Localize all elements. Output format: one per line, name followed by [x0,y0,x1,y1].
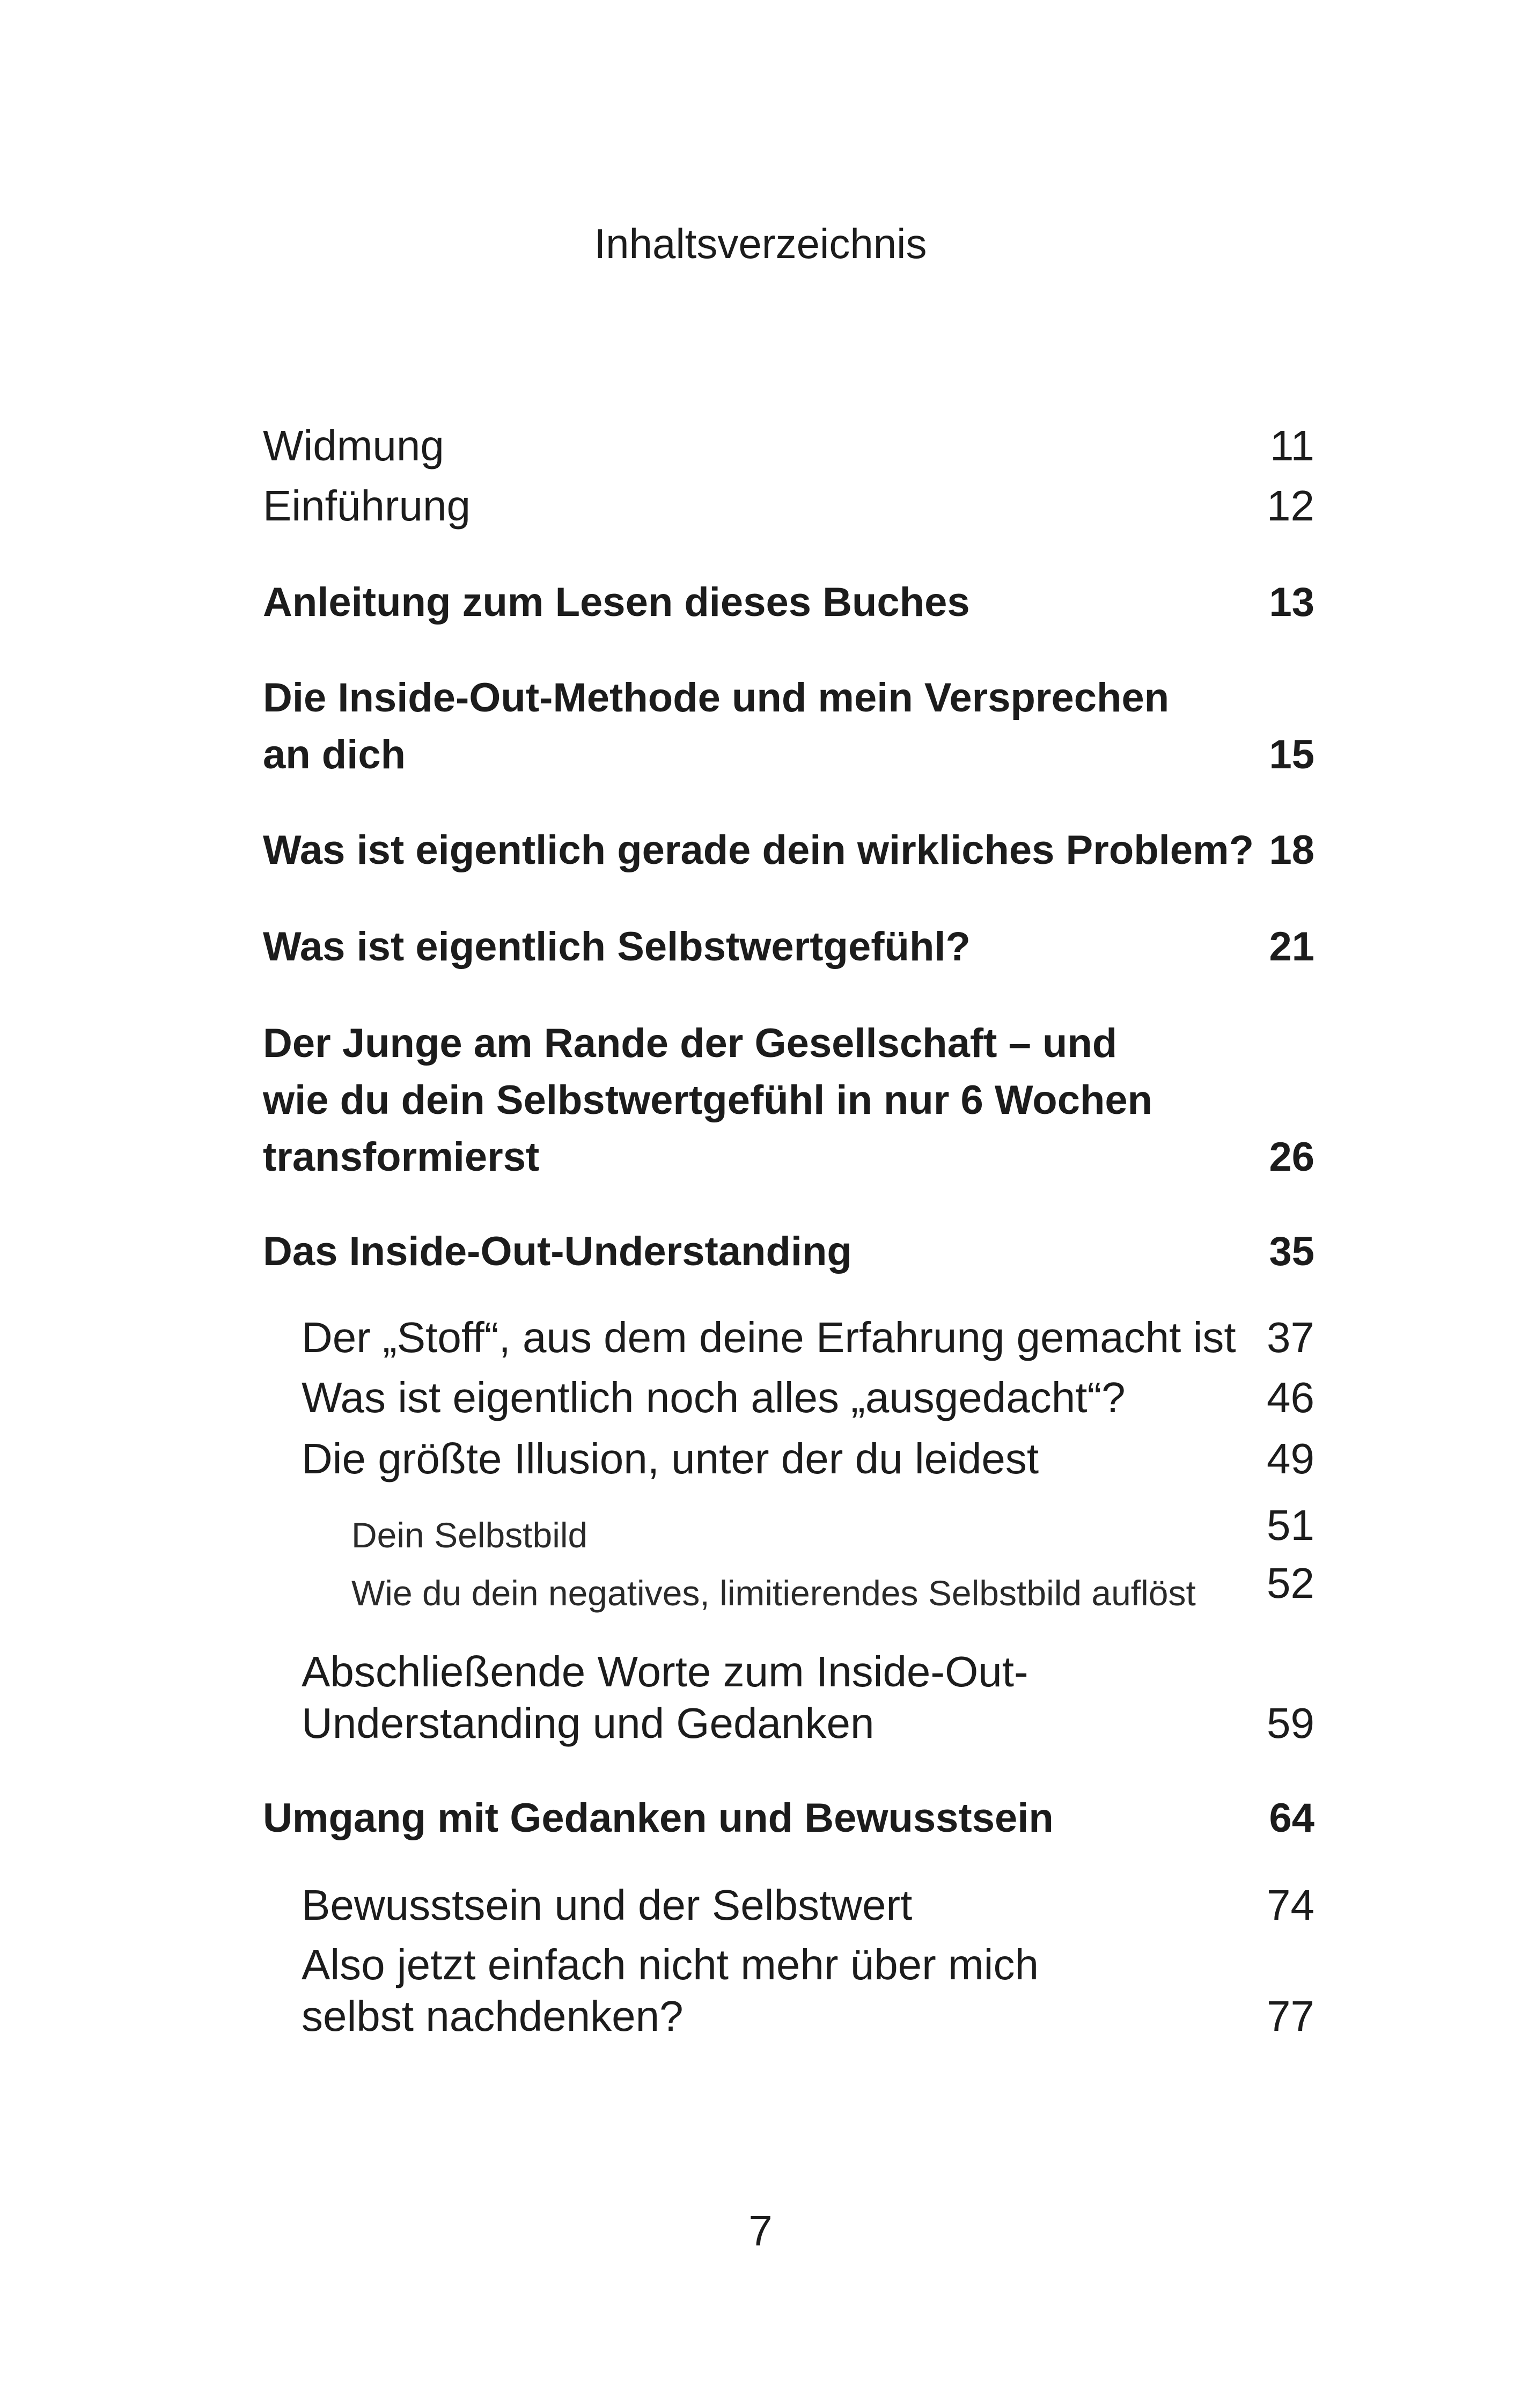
toc-entry-title: Was ist eigentlich Selbstwertgefühl? [263,924,971,970]
toc-entry [263,919,1314,975]
page-number: 7 [748,2207,773,2255]
toc-subentry [263,1430,1314,1487]
toc-entry-page: 52 [1267,1559,1314,1607]
toc-entry-title: Bewusstsein und der Selbstwert [302,1881,913,1929]
toc-entry [263,417,1314,474]
toc-entry-page: 35 [1269,1229,1314,1274]
toc-entry-title: an dich [263,732,406,777]
toc-entry-page: 77 [1267,1992,1314,2040]
toc-subsubentry [263,1502,1314,1554]
toc-entry-title: Was ist eigentlich noch alles „ausgedacht“? [302,1374,1126,1421]
toc-entry-page: 26 [1269,1134,1314,1180]
toc-entry-page: 13 [1269,579,1314,625]
toc-entry-page: 12 [1267,482,1314,530]
toc-entry-title: Dein Selbstbild [351,1515,588,1555]
page-title: Inhaltsverzeichnis [594,220,927,267]
toc-entry-title: wie du dein Selbstwertgefühl in nur 6 Wochen [263,1077,1153,1123]
toc-entry-page: 59 [1267,1699,1314,1747]
toc-entry-title: Understanding und Gedanken [302,1699,875,1747]
toc-subentry [263,1646,1314,1749]
toc-entry-page: 74 [1267,1881,1314,1929]
toc-entry-title: Der „Stoff“, aus dem deine Erfahrung gemacht ist [302,1313,1236,1361]
toc-entry-title: Was ist eigentlich gerade dein wirkliches Problem? [263,827,1254,873]
toc-entry-page: 51 [1267,1501,1314,1549]
toc-entry-title: transformierst [263,1134,540,1180]
toc-entry-title: Wie du dein negatives, limitierendes Selbstbild auflöst [351,1573,1196,1613]
toc-entry-title: Das Inside-Out-Understanding [263,1229,852,1274]
toc-entry-page: 18 [1269,827,1314,873]
toc-entry-page: 21 [1269,924,1314,970]
toc-entry-title: Einführung [263,482,471,530]
toc-entry-page: 46 [1267,1374,1314,1421]
toc-entry-title: Umgang mit Gedanken und Bewusstsein [263,1795,1054,1841]
toc-entry-title: Abschließende Worte zum Inside-Out- [302,1648,1028,1695]
toc-entry-title: Der Junge am Rande der Gesellschaft – und [263,1021,1118,1066]
toc-entry [263,822,1314,879]
toc-subentry [263,1939,1314,2042]
toc-subsubentry [263,1560,1314,1612]
toc-entry-page: 37 [1267,1313,1314,1361]
toc-entry-title: selbst nachdenken? [302,1992,684,2040]
toc-subentry [263,1369,1314,1426]
toc-entry [263,1790,1314,1847]
toc-subentry [263,1877,1314,1934]
toc-entry-title: Die größte Illusion, unter der du leidest [302,1435,1039,1482]
toc-entry-page: 11 [1269,422,1314,469]
toc-entry [263,478,1314,534]
toc-entry [263,1015,1314,1186]
toc-entry [263,1223,1314,1280]
toc-entry [263,574,1314,631]
toc-entry-title: Anleitung zum Lesen dieses Buches [263,579,970,625]
toc-entry [263,670,1314,783]
toc-entry-page: 64 [1269,1795,1314,1841]
toc-subentry [263,1309,1314,1366]
toc-entry-page: 15 [1269,732,1314,777]
toc-entry-title: Die Inside-Out-Methode und mein Versprechen [263,675,1170,721]
toc-entry-title: Also jetzt einfach nicht mehr über mich [302,1941,1039,1988]
toc-entry-title: Widmung [263,422,444,469]
toc-entry-page: 49 [1267,1435,1314,1482]
